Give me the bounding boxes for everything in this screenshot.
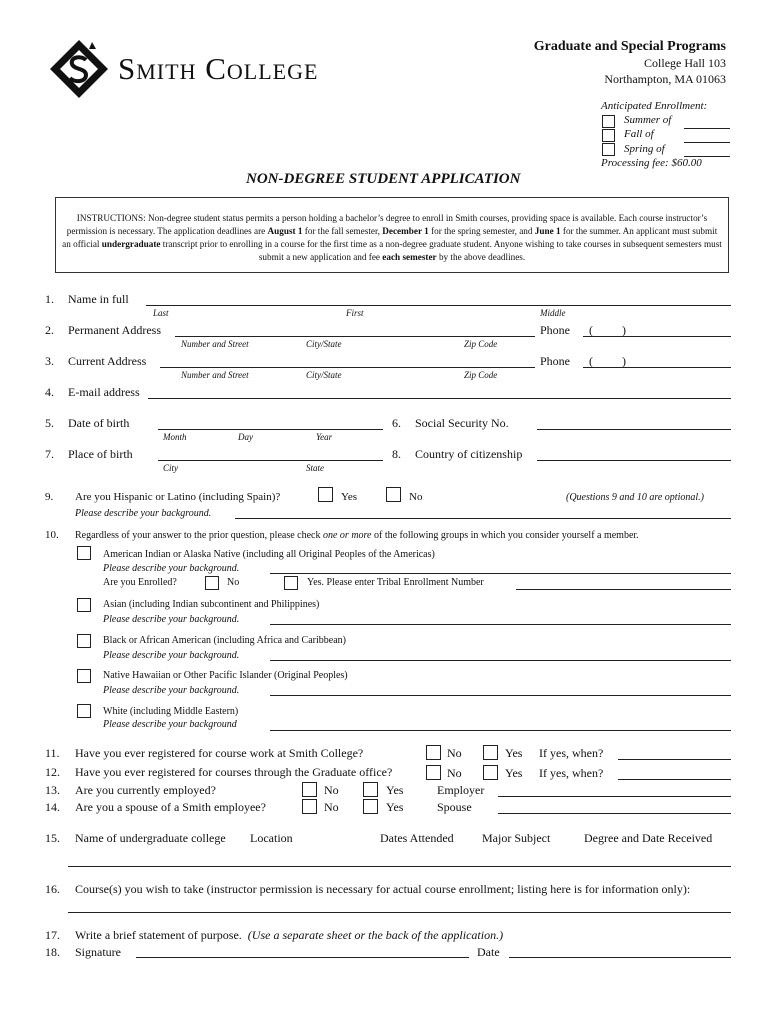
q12-label: Have you ever registered for courses through the Graduate office? (75, 765, 393, 779)
q9-number: 9. (45, 491, 54, 503)
q13-label: Are you currently employed? (75, 783, 216, 797)
group-white-label: White (including Middle Eastern) (103, 706, 239, 717)
courses-field[interactable] (68, 912, 731, 913)
q12-no-checkbox[interactable] (426, 765, 441, 780)
group-white-describe: Please describe your background (103, 719, 237, 730)
enrolled-yes-label: Yes. Please enter Tribal Enrollment Number (307, 577, 484, 588)
q1-number: 1. (45, 292, 54, 306)
q13-yes-checkbox[interactable] (363, 782, 378, 797)
date-label: Date (477, 945, 500, 959)
checkbox-spring[interactable] (602, 143, 615, 156)
q11-when-field[interactable] (618, 759, 731, 760)
dob-sub-day: Day (238, 432, 253, 442)
q17-text (75, 928, 503, 943)
group-american-indian-describe: Please describe your background. (103, 563, 240, 574)
q12-yes-label: Yes (505, 766, 523, 780)
group-asian-describe: Please describe your background. (103, 614, 240, 625)
group-black-label: Black or African American (including Africa and Caribbean) (103, 635, 346, 646)
q6-number: 6. (392, 416, 401, 430)
spouse-label: Spouse (437, 800, 472, 814)
q9-label: Are you Hispanic or Latino (including Spain)? (75, 491, 281, 503)
q13-number: 13. (45, 783, 60, 797)
current-address-field[interactable] (160, 367, 535, 368)
instructions-text: by the above deadlines. (436, 252, 526, 262)
q7-number: 7. (45, 447, 54, 461)
q11-yes-checkbox[interactable] (483, 745, 498, 760)
curr-phone-label: Phone (540, 354, 570, 368)
enrollment-label: Anticipated Enrollment: (601, 100, 708, 112)
office-address-line2: Northampton, MA 01063 (604, 72, 726, 86)
email-field[interactable] (148, 398, 731, 399)
q9-describe-label: Please describe your background. (75, 508, 212, 519)
q15-col-major: Major Subject (482, 831, 551, 845)
q13-no-label: No (324, 783, 339, 797)
ssn-field[interactable] (537, 429, 731, 430)
q4-number: 4. (45, 385, 54, 399)
perm-phone-field[interactable] (583, 336, 731, 337)
q5-label: Date of birth (68, 416, 130, 430)
q12-no-label: No (447, 766, 462, 780)
dob-sub-year: Year (316, 432, 333, 442)
instructions-emphasis: each semester (382, 252, 437, 262)
office-name: Graduate and Special Programs (533, 39, 726, 54)
instructions-box (55, 197, 729, 273)
name-sub-last: Last (153, 308, 169, 318)
q17-number: 17. (45, 928, 60, 942)
q8-label: Country of citizenship (415, 447, 523, 461)
fall-year-field[interactable] (684, 142, 730, 143)
group-pacific-islander-describe: Please describe your background. (103, 685, 240, 696)
q7-label: Place of birth (68, 447, 133, 461)
q13-yes-label: Yes (386, 783, 404, 797)
group-pacific-islander-field[interactable] (270, 695, 731, 696)
name-sub-first: First (346, 308, 364, 318)
group-pacific-islander-checkbox[interactable] (77, 669, 91, 683)
permanent-address-field[interactable] (175, 336, 535, 337)
q18-label: Signature (75, 945, 121, 959)
q11-when-label: If yes, when? (539, 746, 604, 760)
date-field[interactable] (509, 957, 731, 958)
spouse-field[interactable] (498, 813, 731, 814)
instructions-text: for the fall semester, (302, 226, 383, 236)
q14-no-label: No (324, 800, 339, 814)
q13-no-checkbox[interactable] (302, 782, 317, 797)
perm-phone-paren: ( (589, 323, 593, 337)
instructions-text: INSTRUCTIONS: Non-degree student status permits a person holding a bachelor’s degree to enroll in Smith courses, providing space is available. Each course instructor’s permission is necessary. The application deadlines are (66, 213, 708, 236)
enrolled-no-checkbox[interactable] (205, 576, 219, 590)
group-asian-field[interactable] (270, 624, 731, 625)
deadline-spring: December 1 (382, 226, 429, 236)
q10-lead-emphasis: one or more (322, 530, 372, 541)
signature-field[interactable] (136, 957, 469, 958)
logo-wordmark: Smith College (118, 51, 319, 86)
q9-background-field[interactable] (235, 518, 731, 519)
pob-sub-city: City (163, 463, 178, 473)
q17-note: (Use a separate sheet or the back of the application.) (247, 928, 504, 942)
q17-label: Write a brief statement of purpose. (75, 928, 242, 942)
smith-college-logo (48, 38, 408, 100)
checkbox-summer[interactable] (602, 115, 615, 128)
q10-number: 10. (45, 529, 59, 541)
curr-sub-zip: Zip Code (464, 370, 498, 380)
group-black-checkbox[interactable] (77, 634, 91, 648)
pob-sub-state: State (306, 463, 324, 473)
group-asian-checkbox[interactable] (77, 598, 91, 612)
group-pacific-islander-label: Native Hawaiian or Other Pacific Islander (Original Peoples) (103, 670, 348, 681)
perm-phone-label: Phone (540, 323, 570, 337)
processing-fee: Processing fee: $60.00 (601, 157, 702, 169)
instructions-text: transcript prior to enrolling in a course for the first time as a non-degree graduate student. Anyone wishing to take courses in subsequent semesters must submit a new application and fee (160, 239, 722, 262)
q12-number: 12. (45, 765, 60, 779)
q11-no-checkbox[interactable] (426, 745, 441, 760)
q3-number: 3. (45, 354, 54, 368)
instructions-text: for the summer. An applicant must submit an official (62, 226, 718, 249)
q10-lead (75, 530, 639, 541)
group-white-checkbox[interactable] (77, 704, 91, 718)
q11-number: 11. (45, 746, 60, 760)
employer-label: Employer (437, 783, 485, 797)
enrollment-option-fall: Fall of (624, 128, 654, 140)
q15-col-dates: Dates Attended (380, 831, 454, 845)
q12-yes-checkbox[interactable] (483, 765, 498, 780)
instructions-text: for the spring semester, and (428, 226, 535, 236)
group-american-indian-field[interactable] (270, 573, 731, 574)
q11-label: Have you ever registered for course work at Smith College? (75, 746, 364, 760)
curr-phone-paren: ( (589, 354, 593, 368)
q18-number: 18. (45, 945, 60, 959)
perm-sub-zip: Zip Code (464, 339, 498, 349)
checkbox-fall[interactable] (602, 129, 615, 142)
q9-yes-checkbox[interactable] (318, 487, 333, 502)
group-black-field[interactable] (270, 660, 731, 661)
q12-when-field[interactable] (618, 779, 731, 780)
enrollment-option-summer: Summer of (624, 114, 672, 126)
q3-label: Current Address (68, 354, 147, 368)
dob-sub-month: Month (163, 432, 187, 442)
q10-lead-text: Regardless of your answer to the prior question, please check (75, 530, 323, 541)
seal-icon (48, 38, 110, 100)
full-name-field[interactable] (146, 305, 731, 306)
q12-when-label: If yes, when? (539, 766, 604, 780)
name-sub-middle: Middle (540, 308, 566, 318)
q9-yes-label: Yes (341, 491, 358, 503)
employer-field[interactable] (498, 796, 731, 797)
q16-label: Course(s) you wish to take (instructor permission is necessary for actual course enrollment; listing here is for information only): (75, 882, 691, 896)
q2-number: 2. (45, 323, 54, 337)
perm-sub-city: City/State (306, 339, 342, 349)
page-title: NON-DEGREE STUDENT APPLICATION (246, 171, 521, 187)
group-black-describe: Please describe your background. (103, 650, 240, 661)
q11-yes-label: Yes (505, 746, 523, 760)
group-white-field[interactable] (270, 730, 731, 731)
college-field[interactable] (68, 866, 731, 867)
perm-sub-street: Number and Street (181, 339, 249, 349)
q14-yes-checkbox[interactable] (363, 799, 378, 814)
curr-phone-field[interactable] (583, 367, 731, 368)
q14-no-checkbox[interactable] (302, 799, 317, 814)
curr-sub-street: Number and Street (181, 370, 249, 380)
enrolled-label: Are you Enrolled? (103, 577, 177, 588)
q16-number: 16. (45, 882, 60, 896)
q4-label: E-mail address (68, 385, 140, 399)
perm-phone-paren: ) (622, 323, 626, 337)
place-of-birth-field[interactable] (158, 460, 383, 461)
curr-sub-city: City/State (306, 370, 342, 380)
q15-col-degree: Degree and Date Received (584, 831, 713, 845)
q14-yes-label: Yes (386, 800, 404, 814)
q11-no-label: No (447, 746, 462, 760)
q15-label: Name of undergraduate college (75, 831, 226, 845)
enrollment-option-spring: Spring of (624, 143, 665, 155)
summer-year-field[interactable] (684, 128, 730, 129)
q15-col-location: Location (250, 831, 293, 845)
q14-number: 14. (45, 800, 60, 814)
enrolled-no-label: No (227, 577, 240, 588)
citizenship-field[interactable] (537, 460, 731, 461)
q1-label: Name in full (68, 292, 129, 306)
optional-note: (Questions 9 and 10 are optional.) (566, 492, 704, 503)
office-address-line1: College Hall 103 (644, 56, 726, 70)
instructions-emphasis: undergraduate (101, 239, 161, 249)
date-of-birth-field[interactable] (158, 429, 383, 430)
deadline-fall: August 1 (267, 226, 303, 236)
q10-lead-text: of the following groups in which you consider yourself a member. (371, 530, 639, 541)
deadline-summer: June 1 (534, 226, 561, 236)
q9-no-checkbox[interactable] (386, 487, 401, 502)
q15-number: 15. (45, 831, 60, 845)
q9-no-label: No (409, 491, 423, 503)
enrolled-yes-checkbox[interactable] (284, 576, 298, 590)
q8-number: 8. (392, 447, 401, 461)
q14-label: Are you a spouse of a Smith employee? (75, 800, 266, 814)
q5-number: 5. (45, 416, 54, 430)
q6-label: Social Security No. (415, 416, 509, 430)
group-american-indian-label: American Indian or Alaska Native (including all Original Peoples of the Americas) (103, 549, 435, 560)
tribal-number-field[interactable] (516, 589, 731, 590)
group-asian-label: Asian (including Indian subcontinent and Philippines) (103, 599, 320, 610)
curr-phone-paren: ) (622, 354, 626, 368)
q2-label: Permanent Address (68, 323, 161, 337)
group-american-indian-checkbox[interactable] (77, 546, 91, 560)
